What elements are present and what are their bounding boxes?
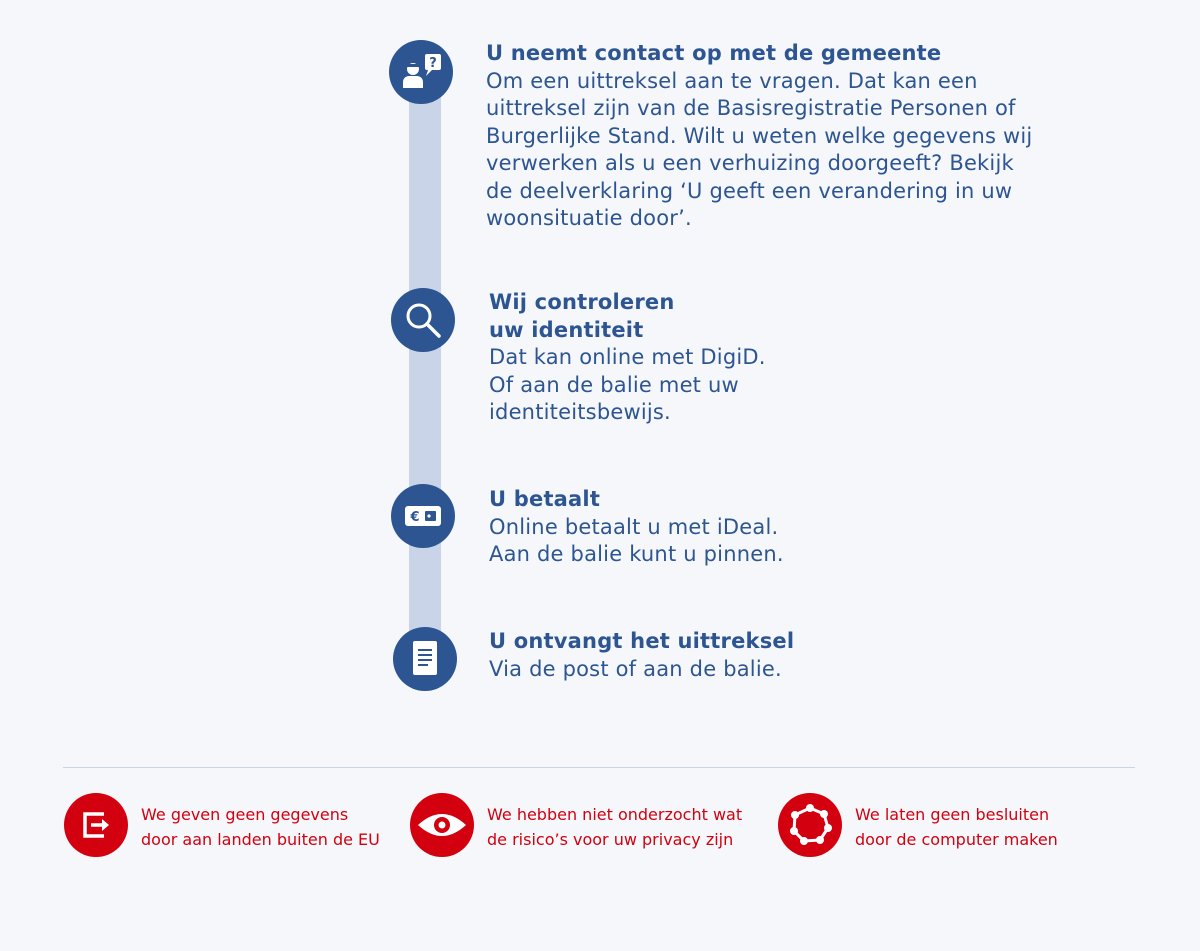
step-3-body: Online betaalt u met iDeal. Aan de balie kunt u pinnen.: [489, 514, 784, 566]
eye-icon: [410, 793, 474, 857]
step-1-text: [486, 40, 1046, 233]
magnifier-icon: [391, 288, 455, 352]
step-2-title: Wij controleren uw identiteit: [489, 290, 675, 342]
divider: [63, 767, 1135, 768]
person-question-icon: [389, 40, 453, 104]
step-1-body: Om een uittreksel aan te vragen. Dat kan een uittreksel zijn van de Basisregistratie Personen of Burgerlijke Stand. Wilt u weten welke gegevens wij verwerken als u een verhuizing doorgeeft? Bekijk de deelverklaring ‘U geeft een verandering in uw woonsituatie door’.: [486, 68, 1033, 230]
step-2-text: [489, 289, 889, 427]
notice-2-text: We hebben niet onderzocht wat de risico’s voor uw privacy zijn: [487, 805, 743, 849]
timeline-bar: [409, 72, 441, 660]
document-icon: [393, 627, 457, 691]
step-2-body: Dat kan online met DigiD. Of aan de balie met uw identiteitsbewijs.: [489, 345, 766, 424]
step-4-text: [489, 628, 889, 683]
step-4-title: U ontvangt het uittreksel: [489, 629, 795, 653]
notice-3-text: We laten geen besluiten door de computer maken: [855, 805, 1058, 849]
network-icon: [778, 793, 842, 857]
svg-text:?: ?: [429, 56, 437, 71]
step-1-title: U neemt contact op met de gemeente: [486, 41, 942, 65]
svg-text:€: €: [410, 510, 420, 525]
euro-wallet-icon: [391, 484, 455, 548]
step-3-text: [489, 486, 889, 569]
notice-1-text: We geven geen gegevens door aan landen buiten de EU: [141, 805, 380, 849]
export-arrow-icon: [64, 793, 128, 857]
step-3-title: U betaalt: [489, 487, 601, 511]
step-4-body: Via de post of aan de balie.: [489, 656, 782, 681]
